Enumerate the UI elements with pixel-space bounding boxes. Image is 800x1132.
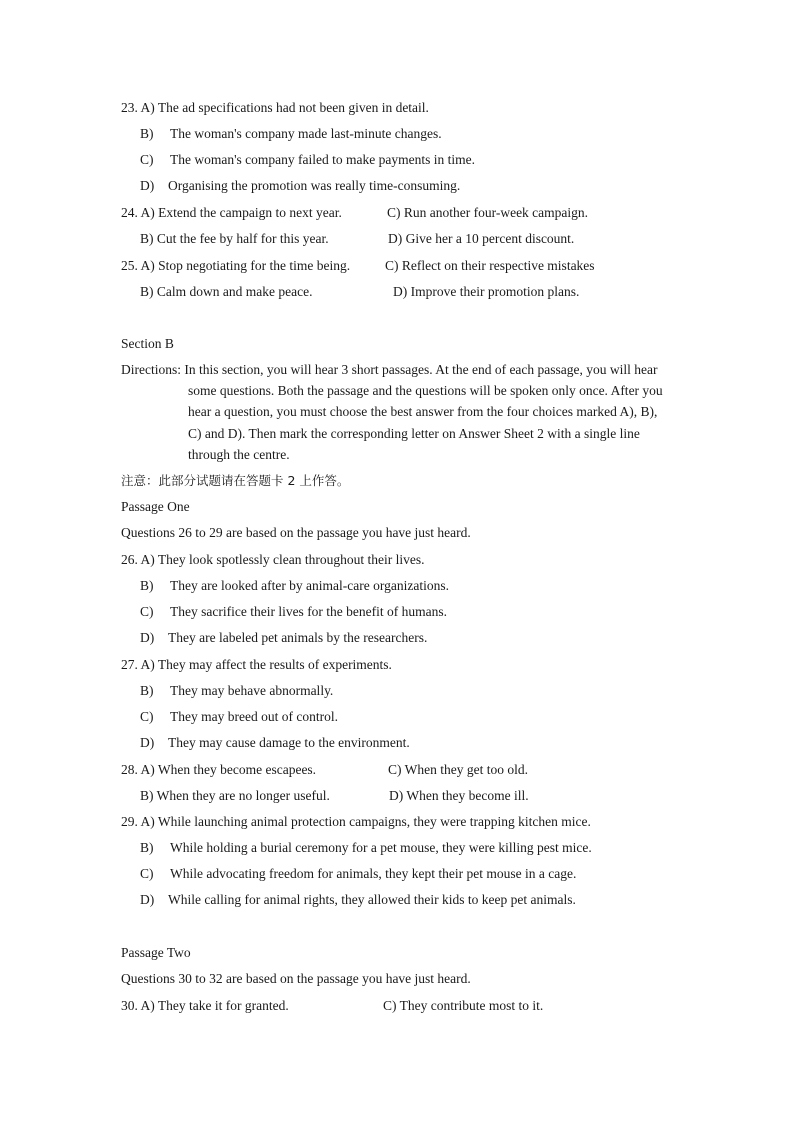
q23-c-letter: C) xyxy=(140,152,154,167)
q29-option-a xyxy=(121,814,591,830)
q27-c-text: They may breed out of control. xyxy=(170,709,338,724)
q27-option-a xyxy=(121,657,392,673)
q24-number: 24. xyxy=(121,205,138,220)
q26-c-letter: C) xyxy=(140,604,154,619)
q23-option-d xyxy=(140,178,460,194)
q30-number: 30. xyxy=(121,998,138,1013)
passage-two-intro: Questions 30 to 32 are based on the passage you have just heard. xyxy=(121,971,471,986)
q29-b-text: While holding a burial ceremony for a pet mouse, they were killing pest mice. xyxy=(170,840,592,855)
q25-a-text: A) Stop negotiating for the time being. xyxy=(140,258,351,273)
passage-one-intro: Questions 26 to 29 are based on the passage you have just heard. xyxy=(121,525,471,540)
q24-a-text: A) Extend the campaign to next year. xyxy=(140,205,342,220)
q27-b-text: They may behave abnormally. xyxy=(170,683,334,698)
q28-option-c: C) When they get too old. xyxy=(388,762,528,777)
q29-option-b xyxy=(140,840,592,856)
q26-option-a xyxy=(121,552,424,568)
q25-option-d: D) Improve their promotion plans. xyxy=(393,284,580,299)
q26-d-text: They are labeled pet animals by the researchers. xyxy=(168,630,428,645)
q26-d-letter: D) xyxy=(140,630,155,645)
q24-option-d: D) Give her a 10 percent discount. xyxy=(388,231,575,246)
q27-option-c xyxy=(140,709,338,725)
section-b-title: Section B xyxy=(121,336,174,351)
q23-d-letter: D) xyxy=(140,178,155,193)
q27-number: 27. xyxy=(121,657,138,672)
q27-c-letter: C) xyxy=(140,709,154,724)
directions-line-2: some questions. Both the passage and the questions will be spoken only once. After you xyxy=(188,383,663,398)
q23-b-letter: B) xyxy=(140,126,154,141)
q23-b-text: The woman's company made last-minute changes. xyxy=(170,126,442,141)
q26-option-c xyxy=(140,604,447,620)
q26-a-text: A) They look spotlessly clean throughout their lives. xyxy=(140,552,425,567)
q27-a-text: A) They may affect the results of experiments. xyxy=(140,657,392,672)
q25-option-b: B) Calm down and make peace. xyxy=(140,284,313,299)
q26-b-letter: B) xyxy=(140,578,154,593)
q28-option-a xyxy=(121,762,316,778)
q29-a-text: A) While launching animal protection campaigns, they were trapping kitchen mice. xyxy=(140,814,591,829)
q27-d-text: They may cause damage to the environment. xyxy=(168,735,410,750)
q30-option-a xyxy=(121,998,289,1014)
q23-option-c xyxy=(140,152,475,168)
q29-d-text: While calling for animal rights, they allowed their kids to keep pet animals. xyxy=(168,892,576,907)
directions-line-4: C) and D). Then mark the corresponding letter on Answer Sheet 2 with a single line xyxy=(188,426,640,441)
q26-option-b xyxy=(140,578,449,594)
q23-option-a xyxy=(121,100,429,116)
q25-number: 25. xyxy=(121,258,138,273)
q26-number: 26. xyxy=(121,552,138,567)
directions-label: Directions: xyxy=(121,362,181,377)
q26-b-text: They are looked after by animal-care organizations. xyxy=(170,578,449,593)
q29-b-letter: B) xyxy=(140,840,154,855)
directions-first-text: In this section, you will hear 3 short passages. At the end of each passage, you will hear xyxy=(184,362,658,377)
directions-line-3: hear a question, you must choose the best answer from the four choices marked A), B), xyxy=(188,404,658,419)
q24-option-a xyxy=(121,205,342,221)
q23-d-text: Organising the promotion was really time-consuming. xyxy=(168,178,461,193)
q29-c-letter: C) xyxy=(140,866,154,881)
q29-c-text: While advocating freedom for animals, they kept their pet mouse in a cage. xyxy=(170,866,577,881)
q29-d-letter: D) xyxy=(140,892,155,907)
q25-option-a xyxy=(121,258,350,274)
passage-two-title: Passage Two xyxy=(121,945,191,960)
q29-option-c xyxy=(140,866,576,882)
q26-c-text: They sacrifice their lives for the benefit of humans. xyxy=(170,604,448,619)
q24-option-c: C) Run another four-week campaign. xyxy=(387,205,589,220)
q27-option-b xyxy=(140,683,333,699)
q30-a-text: A) They take it for granted. xyxy=(140,998,289,1013)
q23-option-b xyxy=(140,126,442,142)
q29-option-d xyxy=(140,892,576,908)
q25-option-c: C) Reflect on their respective mistakes xyxy=(385,258,595,273)
q24-option-b: B) Cut the fee by half for this year. xyxy=(140,231,329,246)
q23-c-text: The woman's company failed to make payments in time. xyxy=(170,152,475,167)
q28-number: 28. xyxy=(121,762,138,777)
q29-number: 29. xyxy=(121,814,138,829)
answer-sheet-note: 注意：此部分试题请在答题卡 2 上作答。 xyxy=(121,473,350,488)
q23-a-text: A) The ad specifications had not been given in detail. xyxy=(140,100,429,115)
q28-option-d: D) When they become ill. xyxy=(389,788,529,803)
q27-d-letter: D) xyxy=(140,735,155,750)
q27-b-letter: B) xyxy=(140,683,154,698)
q26-option-d xyxy=(140,630,427,646)
q28-option-b: B) When they are no longer useful. xyxy=(140,788,330,803)
q28-a-text: A) When they become escapees. xyxy=(140,762,317,777)
q27-option-d xyxy=(140,735,410,751)
passage-one-title: Passage One xyxy=(121,499,190,514)
q30-option-c: C) They contribute most to it. xyxy=(383,998,544,1013)
q23-number: 23. xyxy=(121,100,138,115)
directions-first-line xyxy=(121,362,658,378)
directions-line-5: through the centre. xyxy=(188,447,290,462)
